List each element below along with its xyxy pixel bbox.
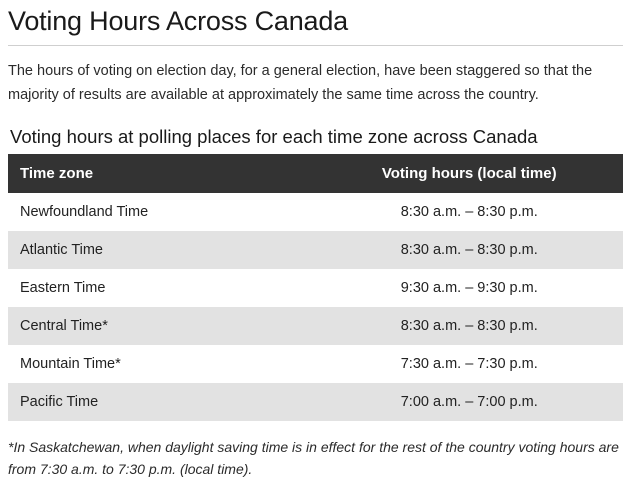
title-divider bbox=[8, 45, 623, 46]
cell-time-zone: Pacific Time bbox=[8, 383, 316, 421]
table-head bbox=[8, 154, 623, 193]
intro-paragraph: The hours of voting on election day, for a general election, have been staggered so that the majority of results are available at approximately the same time across the country. bbox=[8, 63, 593, 103]
cell-voting-hours: 7:00 a.m. – 7:00 p.m. bbox=[316, 383, 624, 421]
table-body bbox=[8, 193, 623, 421]
cell-time-zone: Mountain Time* bbox=[8, 345, 316, 383]
footnote-text: *In Saskatchewan, when daylight saving time is in effect for the rest of the country voting hours are from 7:30 a.m. to 7:30 p.m. (local time). bbox=[8, 439, 619, 477]
cell-time-zone: Central Time* bbox=[8, 307, 316, 345]
cell-voting-hours: 8:30 a.m. – 8:30 p.m. bbox=[316, 193, 624, 231]
table-row bbox=[8, 193, 623, 231]
column-header-time-zone: Time zone bbox=[8, 154, 316, 193]
table-caption: Voting hours at polling places for each time zone across Canada bbox=[10, 125, 538, 147]
cell-voting-hours: 9:30 a.m. – 9:30 p.m. bbox=[316, 269, 624, 307]
cell-time-zone: Newfoundland Time bbox=[8, 193, 316, 231]
document-page bbox=[0, 6, 631, 498]
voting-hours-table bbox=[8, 154, 623, 421]
page-title: Voting Hours Across Canada bbox=[8, 6, 348, 36]
table-row bbox=[8, 231, 623, 269]
cell-voting-hours: 8:30 a.m. – 8:30 p.m. bbox=[316, 231, 624, 269]
table-row bbox=[8, 307, 623, 345]
table-header-row bbox=[8, 154, 623, 193]
cell-time-zone: Eastern Time bbox=[8, 269, 316, 307]
table-row bbox=[8, 345, 623, 383]
column-header-voting-hours: Voting hours (local time) bbox=[316, 154, 624, 193]
cell-voting-hours: 8:30 a.m. – 8:30 p.m. bbox=[316, 307, 624, 345]
table-row bbox=[8, 269, 623, 307]
cell-time-zone: Atlantic Time bbox=[8, 231, 316, 269]
cell-voting-hours: 7:30 a.m. – 7:30 p.m. bbox=[316, 345, 624, 383]
table-row bbox=[8, 383, 623, 421]
